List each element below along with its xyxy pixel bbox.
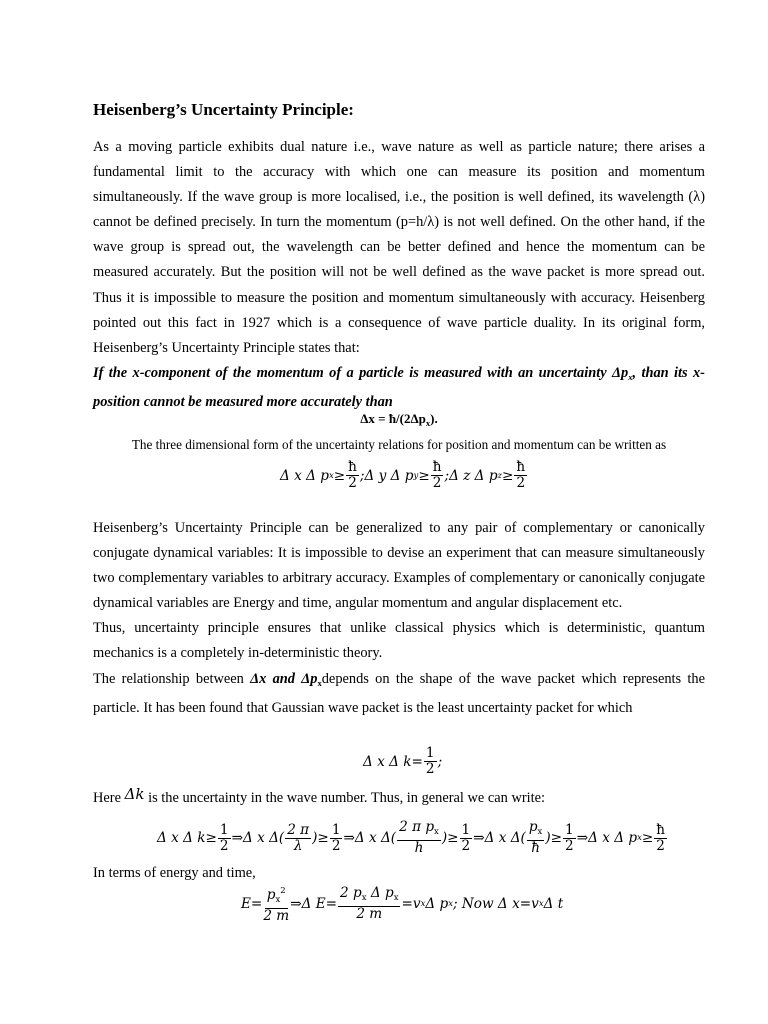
three-d-intro-text: The three dimensional form of the uncertainty relations for position and momentum can be written as	[131, 437, 667, 452]
intro-text: As a moving particle exhibits dual nature i.e., wave nature as well as particle nature; there arises a fundamental limit to the accuracy with which one can measure its position and momentum simultaneously. If the wave group is more localised, i.e., the position is well defined, its wavelength (λ) cannot be defined precisely. In turn the momentum (p=h/λ) is not well defined. On the other hand, if the wave group is spread out, the wavelength can be better defined and hence the momentum can be measured accurately. But the position will not be well defined as the wave packet is more spread out. Thus it is impossible to measure the position and momentum simultaneously with accuracy. Heisenberg pointed out this fact in 1927 which is a consequence of wave particle duality. In its original form, Heisenberg’s Uncertainty Principle states that:	[93, 139, 705, 356]
general-equation: Δ x Δ k≥ $\frac{1}{2}$ ⇒ Δ x Δ( $\frac{2 \pi}{\lambda}$ )≥ $\frac{1}{2}$ ⇒ Δ x Δ( $\frac{2 \pi p_x}{h}$ )≥ $\frac{1}{2}$ ⇒ Δ x Δ( $\frac{p_x}{ħ}$ )≥ $\frac{1}{2}$ ⇒ Δ x Δ p x ≥ $\frac{ħ}{2}$	[157, 819, 666, 856]
energy-equation: E= $\frac{p_x^2}{2 m}$ ⇒ Δ E= $\frac{2 p_x \Delta p_x}{2 m}$ =v x Δ p x ; Now Δ x=v x Δ t	[241, 885, 564, 924]
thus-paragraph: Thus, uncertainty principle ensures that unlike classical physics which is deterministic, quantum mechanics is a completely in-deterministic theory.	[93, 620, 705, 662]
here-text: Here Δk is the uncertainty in the wave number. Thus, in general we can write:	[93, 785, 546, 806]
generalization-paragraph: Heisenberg’s Uncertainty Principle can be generalized to any pair of complementary or canonically conjugate dynamical variables: It is impossible to devise an experiment that can measure simultaneously two complementary variables to arbitrary accuracy. Examples of complementary or canonically conjugate dynamical variables are Energy and time, angular momentum and angular displacement etc. Thus, uncertainty principle ensures that unlike classical physics which is deterministic, quantum mechanics is a completely in-deterministic theory. The relationship between Δx and $\Delta p_xdepends$ on the shape of the wave packet which represents the particle. It has been found that Gaussian wave packet is the least uncertainty packet for which	[93, 520, 705, 716]
section-heading: Heisenberg’s Uncertainty Principle:	[93, 100, 354, 119]
uncertainty-equation: $\Delta x = ħ/(2\Delta p_x)$.	[360, 411, 438, 428]
relationship-paragraph: The relationship between Δx and $\Delta p_xdepends$ on the shape of the wave packet which represents the particle. It has been found that Gaussian wave packet is the least uncertainty packet for which	[93, 670, 705, 716]
three-d-equation: Δ x Δ p x ≥ $\frac{ħ}{2}$ ; Δ y Δ p y ≥ $\frac{ħ}{2}$ ; Δ z Δ p z ≥ $\frac{ħ}{2}$	[280, 459, 526, 491]
principle-statement: If the x-component of the momentum of a particle is measured with an uncertainty $\Delta p_x$, than its x-position cannot be measured more accurately than	[93, 364, 705, 410]
terms-text: In terms of energy and time,	[93, 865, 256, 881]
gaussian-equation: Δ x Δ k= $\frac{1}{2}$ ;	[363, 745, 443, 777]
intro-paragraph	[93, 135, 705, 415]
